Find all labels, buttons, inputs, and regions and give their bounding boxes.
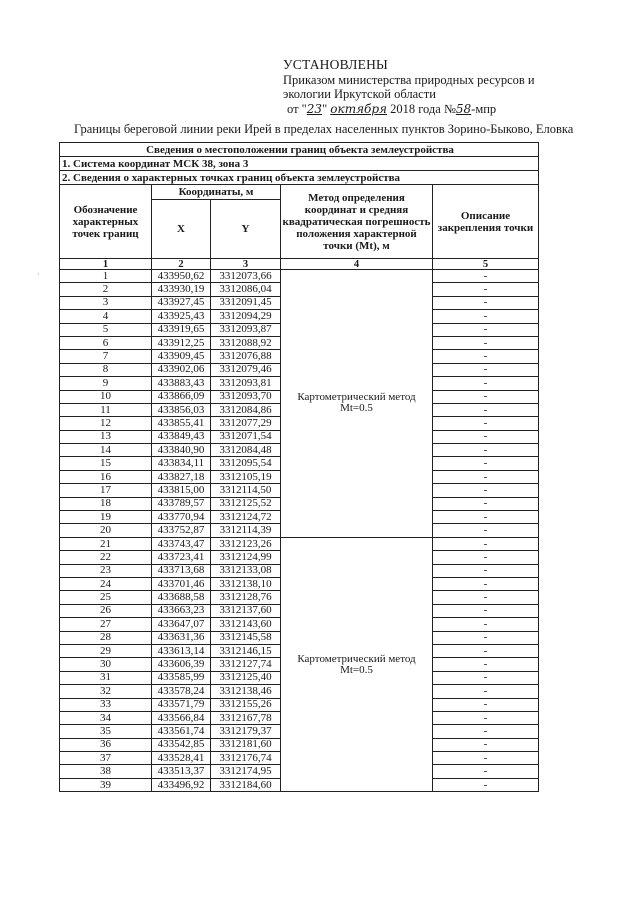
coord-y: 3312128,76 [211, 591, 281, 604]
coord-x: 433930,19 [152, 283, 211, 296]
coord-y: 3312086,04 [211, 283, 281, 296]
point-number: 6 [60, 336, 152, 349]
point-description: - [433, 765, 539, 778]
coord-x: 433571,79 [152, 698, 211, 711]
point-number: 12 [60, 417, 152, 430]
coord-x: 433912,25 [152, 336, 211, 349]
point-number: 30 [60, 658, 152, 671]
coord-x: 433855,41 [152, 417, 211, 430]
col-coordinates: Координаты, м [152, 185, 281, 200]
coord-x: 433849,43 [152, 430, 211, 443]
approval-title: УСТАНОВЛЕНЫ [283, 57, 388, 72]
coord-y: 3312084,48 [211, 444, 281, 457]
coord-x: 433927,45 [152, 296, 211, 309]
point-description: - [433, 323, 539, 336]
point-number: 38 [60, 765, 152, 778]
coord-x: 433902,06 [152, 363, 211, 376]
col-x: X [152, 200, 211, 259]
coord-x: 433856,03 [152, 403, 211, 416]
coord-y: 3312094,29 [211, 310, 281, 323]
coord-y: 3312088,92 [211, 336, 281, 349]
coord-y: 3312077,29 [211, 417, 281, 430]
margin-mark: · [37, 270, 40, 279]
approval-header [283, 58, 535, 116]
coord-x: 433909,45 [152, 350, 211, 363]
method-accuracy: Mt=0.5 [340, 402, 373, 415]
coord-x: 433743,47 [152, 537, 211, 550]
point-number: 27 [60, 618, 152, 631]
coord-y: 3312184,60 [211, 778, 281, 791]
point-description: - [433, 310, 539, 323]
coord-y: 3312095,54 [211, 457, 281, 470]
point-description: - [433, 457, 539, 470]
point-description: - [433, 564, 539, 577]
point-description: - [433, 270, 539, 283]
point-description: - [433, 551, 539, 564]
point-number: 13 [60, 430, 152, 443]
coord-y: 3312114,50 [211, 484, 281, 497]
coord-x: 433815,00 [152, 484, 211, 497]
col-y: Y [211, 200, 281, 259]
coord-y: 3312079,46 [211, 363, 281, 376]
coord-y: 3312073,66 [211, 270, 281, 283]
coord-x: 433883,43 [152, 377, 211, 390]
coord-y: 3312181,60 [211, 738, 281, 751]
coord-x: 433647,07 [152, 618, 211, 631]
point-number: 21 [60, 537, 152, 550]
coord-y: 3312071,54 [211, 430, 281, 443]
coord-y: 3312138,46 [211, 685, 281, 698]
coord-y: 3312076,88 [211, 350, 281, 363]
point-number: 11 [60, 403, 152, 416]
coord-x: 433663,23 [152, 604, 211, 617]
point-description: - [433, 363, 539, 376]
col-number: 1 [60, 259, 152, 270]
point-number: 20 [60, 524, 152, 537]
point-description: - [433, 296, 539, 309]
coord-y: 3312179,37 [211, 725, 281, 738]
point-number: 23 [60, 564, 152, 577]
coord-x: 433770,94 [152, 511, 211, 524]
point-number: 8 [60, 363, 152, 376]
coord-y: 3312167,78 [211, 711, 281, 724]
approval-line-2: экологии Иркутской области [283, 87, 436, 101]
coord-y: 3312137,60 [211, 604, 281, 617]
point-number: 31 [60, 671, 152, 684]
point-number: 37 [60, 752, 152, 765]
point-number: 29 [60, 644, 152, 657]
coord-x: 433613,14 [152, 644, 211, 657]
coord-y: 3312125,52 [211, 497, 281, 510]
col-number: 3 [211, 259, 281, 270]
method-accuracy: Mt=0.5 [340, 663, 373, 676]
point-description: - [433, 778, 539, 791]
date-day: 23 [306, 101, 323, 116]
coord-y: 3312091,45 [211, 296, 281, 309]
point-description: - [433, 524, 539, 537]
point-number: 36 [60, 738, 152, 751]
point-description: - [433, 417, 539, 430]
col-number: 5 [433, 259, 539, 270]
point-number: 22 [60, 551, 152, 564]
point-number: 25 [60, 591, 152, 604]
point-number: 7 [60, 350, 152, 363]
point-number: 1 [60, 270, 152, 283]
col-description: Описание закрепления точки [433, 185, 539, 259]
point-description: - [433, 470, 539, 483]
coord-x: 433513,37 [152, 765, 211, 778]
point-description: - [433, 511, 539, 524]
table-row [60, 537, 539, 550]
point-number: 2 [60, 283, 152, 296]
point-description: - [433, 711, 539, 724]
method-cell [281, 537, 433, 791]
coord-x: 433919,65 [152, 323, 211, 336]
point-description: - [433, 671, 539, 684]
point-number: 35 [60, 725, 152, 738]
coord-x: 433606,39 [152, 658, 211, 671]
point-number: 3 [60, 296, 152, 309]
coord-y: 3312084,86 [211, 403, 281, 416]
coord-y: 3312093,87 [211, 323, 281, 336]
coord-x: 433585,99 [152, 671, 211, 684]
coord-x: 433561,74 [152, 725, 211, 738]
point-description: - [433, 644, 539, 657]
point-description: - [433, 430, 539, 443]
point-number: 28 [60, 631, 152, 644]
point-description: - [433, 350, 539, 363]
point-description: - [433, 336, 539, 349]
point-description: - [433, 738, 539, 751]
point-number: 10 [60, 390, 152, 403]
coord-y: 3312146,15 [211, 644, 281, 657]
point-number: 39 [60, 778, 152, 791]
approval-date-line [283, 102, 535, 117]
coord-y: 3312114,39 [211, 524, 281, 537]
point-description: - [433, 725, 539, 738]
point-description: - [433, 484, 539, 497]
col-number: 4 [281, 259, 433, 270]
point-description: - [433, 444, 539, 457]
point-number: 33 [60, 698, 152, 711]
date-month: октября [330, 101, 387, 116]
point-number: 34 [60, 711, 152, 724]
point-description: - [433, 618, 539, 631]
col-number: 2 [152, 259, 211, 270]
coord-y: 3312174,95 [211, 765, 281, 778]
coord-x: 433578,24 [152, 685, 211, 698]
approval-line-1: Приказом министерства природных ресурсов и [283, 72, 535, 87]
point-number: 26 [60, 604, 152, 617]
coord-y: 3312127,74 [211, 658, 281, 671]
coord-x: 433840,90 [152, 444, 211, 457]
coord-y: 3312105,19 [211, 470, 281, 483]
coord-x: 433789,57 [152, 497, 211, 510]
points-section-title: 2. Сведения о характерных точках границ объекта землеустройства [60, 171, 539, 185]
point-description: - [433, 685, 539, 698]
column-numbers-row [60, 259, 539, 270]
method-text: Картометрический метод [297, 391, 416, 404]
order-suffix: -мпр [471, 101, 497, 116]
coord-x: 433925,43 [152, 310, 211, 323]
coord-y: 3312093,81 [211, 377, 281, 390]
point-description: - [433, 377, 539, 390]
coord-x: 433542,85 [152, 738, 211, 751]
section-title: Сведения о местоположении границ объекта землеустройства [60, 143, 539, 157]
coord-y: 3312145,58 [211, 631, 281, 644]
date-prefix: от " [287, 101, 307, 116]
point-description: - [433, 577, 539, 590]
coord-x: 433701,46 [152, 577, 211, 590]
table-body [60, 143, 539, 792]
document-subtitle: Границы береговой линии реки Ирей в пределах населенных пунктов Зорино-Быково, Еловка [74, 122, 574, 136]
point-description: - [433, 658, 539, 671]
coord-y: 3312143,60 [211, 618, 281, 631]
point-description: - [433, 283, 539, 296]
coord-y: 3312155,26 [211, 698, 281, 711]
method-cell [281, 270, 433, 538]
point-number: 4 [60, 310, 152, 323]
coord-y: 3312093,70 [211, 390, 281, 403]
point-number: 15 [60, 457, 152, 470]
coord-x: 433631,36 [152, 631, 211, 644]
coord-x: 433713,68 [152, 564, 211, 577]
point-description: - [433, 537, 539, 550]
coord-x: 433866,09 [152, 390, 211, 403]
coord-x: 433752,87 [152, 524, 211, 537]
point-description: - [433, 591, 539, 604]
point-number: 9 [60, 377, 152, 390]
coord-x: 433834,11 [152, 457, 211, 470]
point-number: 19 [60, 511, 152, 524]
point-number: 16 [60, 470, 152, 483]
point-number: 17 [60, 484, 152, 497]
order-number: 58 [455, 101, 472, 116]
table-row [60, 270, 539, 283]
coordinate-system: 1. Система координат МСК 38, зона 3 [60, 157, 539, 171]
coord-x: 433688,58 [152, 591, 211, 604]
coord-x: 433723,41 [152, 551, 211, 564]
point-number: 14 [60, 444, 152, 457]
point-description: - [433, 752, 539, 765]
point-description: - [433, 698, 539, 711]
date-separator: " [322, 101, 331, 116]
point-number: 5 [60, 323, 152, 336]
point-description: - [433, 604, 539, 617]
point-number: 24 [60, 577, 152, 590]
coord-y: 3312176,74 [211, 752, 281, 765]
coord-x: 433566,84 [152, 711, 211, 724]
coord-y: 3312124,72 [211, 511, 281, 524]
coord-y: 3312133,08 [211, 564, 281, 577]
coord-y: 3312138,10 [211, 577, 281, 590]
coord-y: 3312123,26 [211, 537, 281, 550]
boundary-table [59, 142, 539, 792]
col-designation: Обозначение характерных точек границ [60, 185, 152, 259]
point-description: - [433, 497, 539, 510]
date-year: 2018 года № [386, 101, 456, 116]
method-text: Картометрический метод [297, 652, 416, 665]
coord-x: 433496,92 [152, 778, 211, 791]
point-number: 18 [60, 497, 152, 510]
coord-x: 433528,41 [152, 752, 211, 765]
coord-x: 433827,18 [152, 470, 211, 483]
point-description: - [433, 631, 539, 644]
coord-x: 433950,62 [152, 270, 211, 283]
col-method: Метод определения координат и средняя квадратическая погрешность положения характерной точки (Mt), м [281, 185, 433, 259]
coord-y: 3312124,99 [211, 551, 281, 564]
coord-y: 3312125,40 [211, 671, 281, 684]
point-number: 32 [60, 685, 152, 698]
point-description: - [433, 390, 539, 403]
point-description: - [433, 403, 539, 416]
